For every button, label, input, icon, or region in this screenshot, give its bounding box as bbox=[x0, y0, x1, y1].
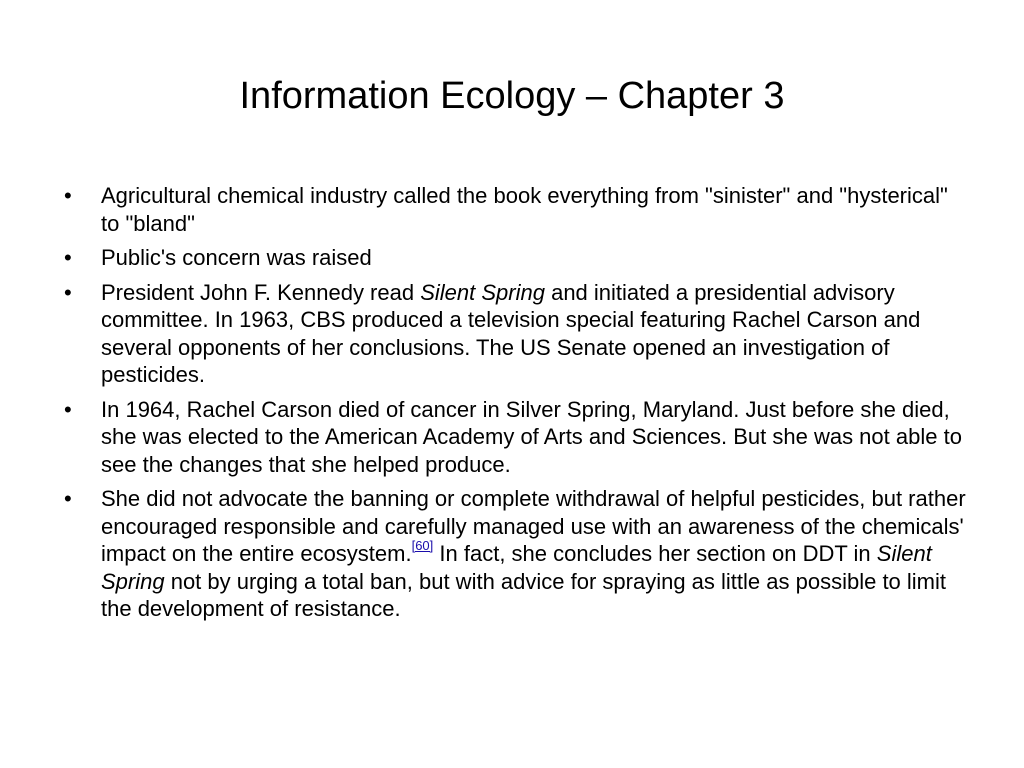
bullet-text: President John F. Kennedy read bbox=[101, 279, 421, 305]
bullet-icon: • bbox=[64, 279, 72, 305]
bullet-text-continued: and initiated a presidential advisory committee. In 1963, CBS produced a television special featuring Rachel Carson and several opponents of her conclusions. The US Senate opened an investigation of pesticides. bbox=[101, 279, 921, 387]
bullet-text-end: not by urging a total ban, but with advice for spraying as little as possible to limit the development of resistance. bbox=[101, 568, 947, 621]
bullet-text: In 1964, Rachel Carson died of cancer in Silver Spring, Maryland. Just before she died, she was elected to the American Academy of Arts and Sciences. But she was not able to see the changes that she helped produce. bbox=[101, 396, 962, 477]
book-title: Silent Spring bbox=[420, 279, 545, 305]
bullet-item-advocacy bbox=[64, 485, 969, 623]
citation-link[interactable]: [60] bbox=[411, 538, 434, 553]
bullet-item-carson-death bbox=[64, 396, 969, 479]
bullet-item-industry-reaction bbox=[64, 182, 969, 237]
bullet-icon: • bbox=[64, 245, 72, 270]
bullet-item-kennedy bbox=[64, 279, 969, 389]
bullet-icon: • bbox=[64, 396, 72, 422]
bullet-text: She did not advocate the banning or complete withdrawal of helpful pesticides, but rather encouraged responsible and carefully managed use with an awareness of the chemicals' impact on the entire ecosystem. bbox=[101, 486, 966, 566]
bullet-text: Agricultural chemical industry called the book everything from "sinister" and "hysterical" to "bland" bbox=[101, 183, 948, 236]
bullet-text-continued: In fact, she concludes her section on DDT in bbox=[433, 541, 877, 566]
slide-title: Information Ecology – Chapter 3 bbox=[239, 75, 785, 117]
bullet-icon: • bbox=[64, 183, 72, 208]
bullet-list bbox=[64, 182, 969, 630]
bullet-text: Public's concern was raised bbox=[101, 245, 372, 270]
bullet-icon: • bbox=[64, 486, 72, 511]
book-title: Silent Spring bbox=[101, 541, 932, 594]
bullet-item-public-concern bbox=[64, 244, 969, 272]
